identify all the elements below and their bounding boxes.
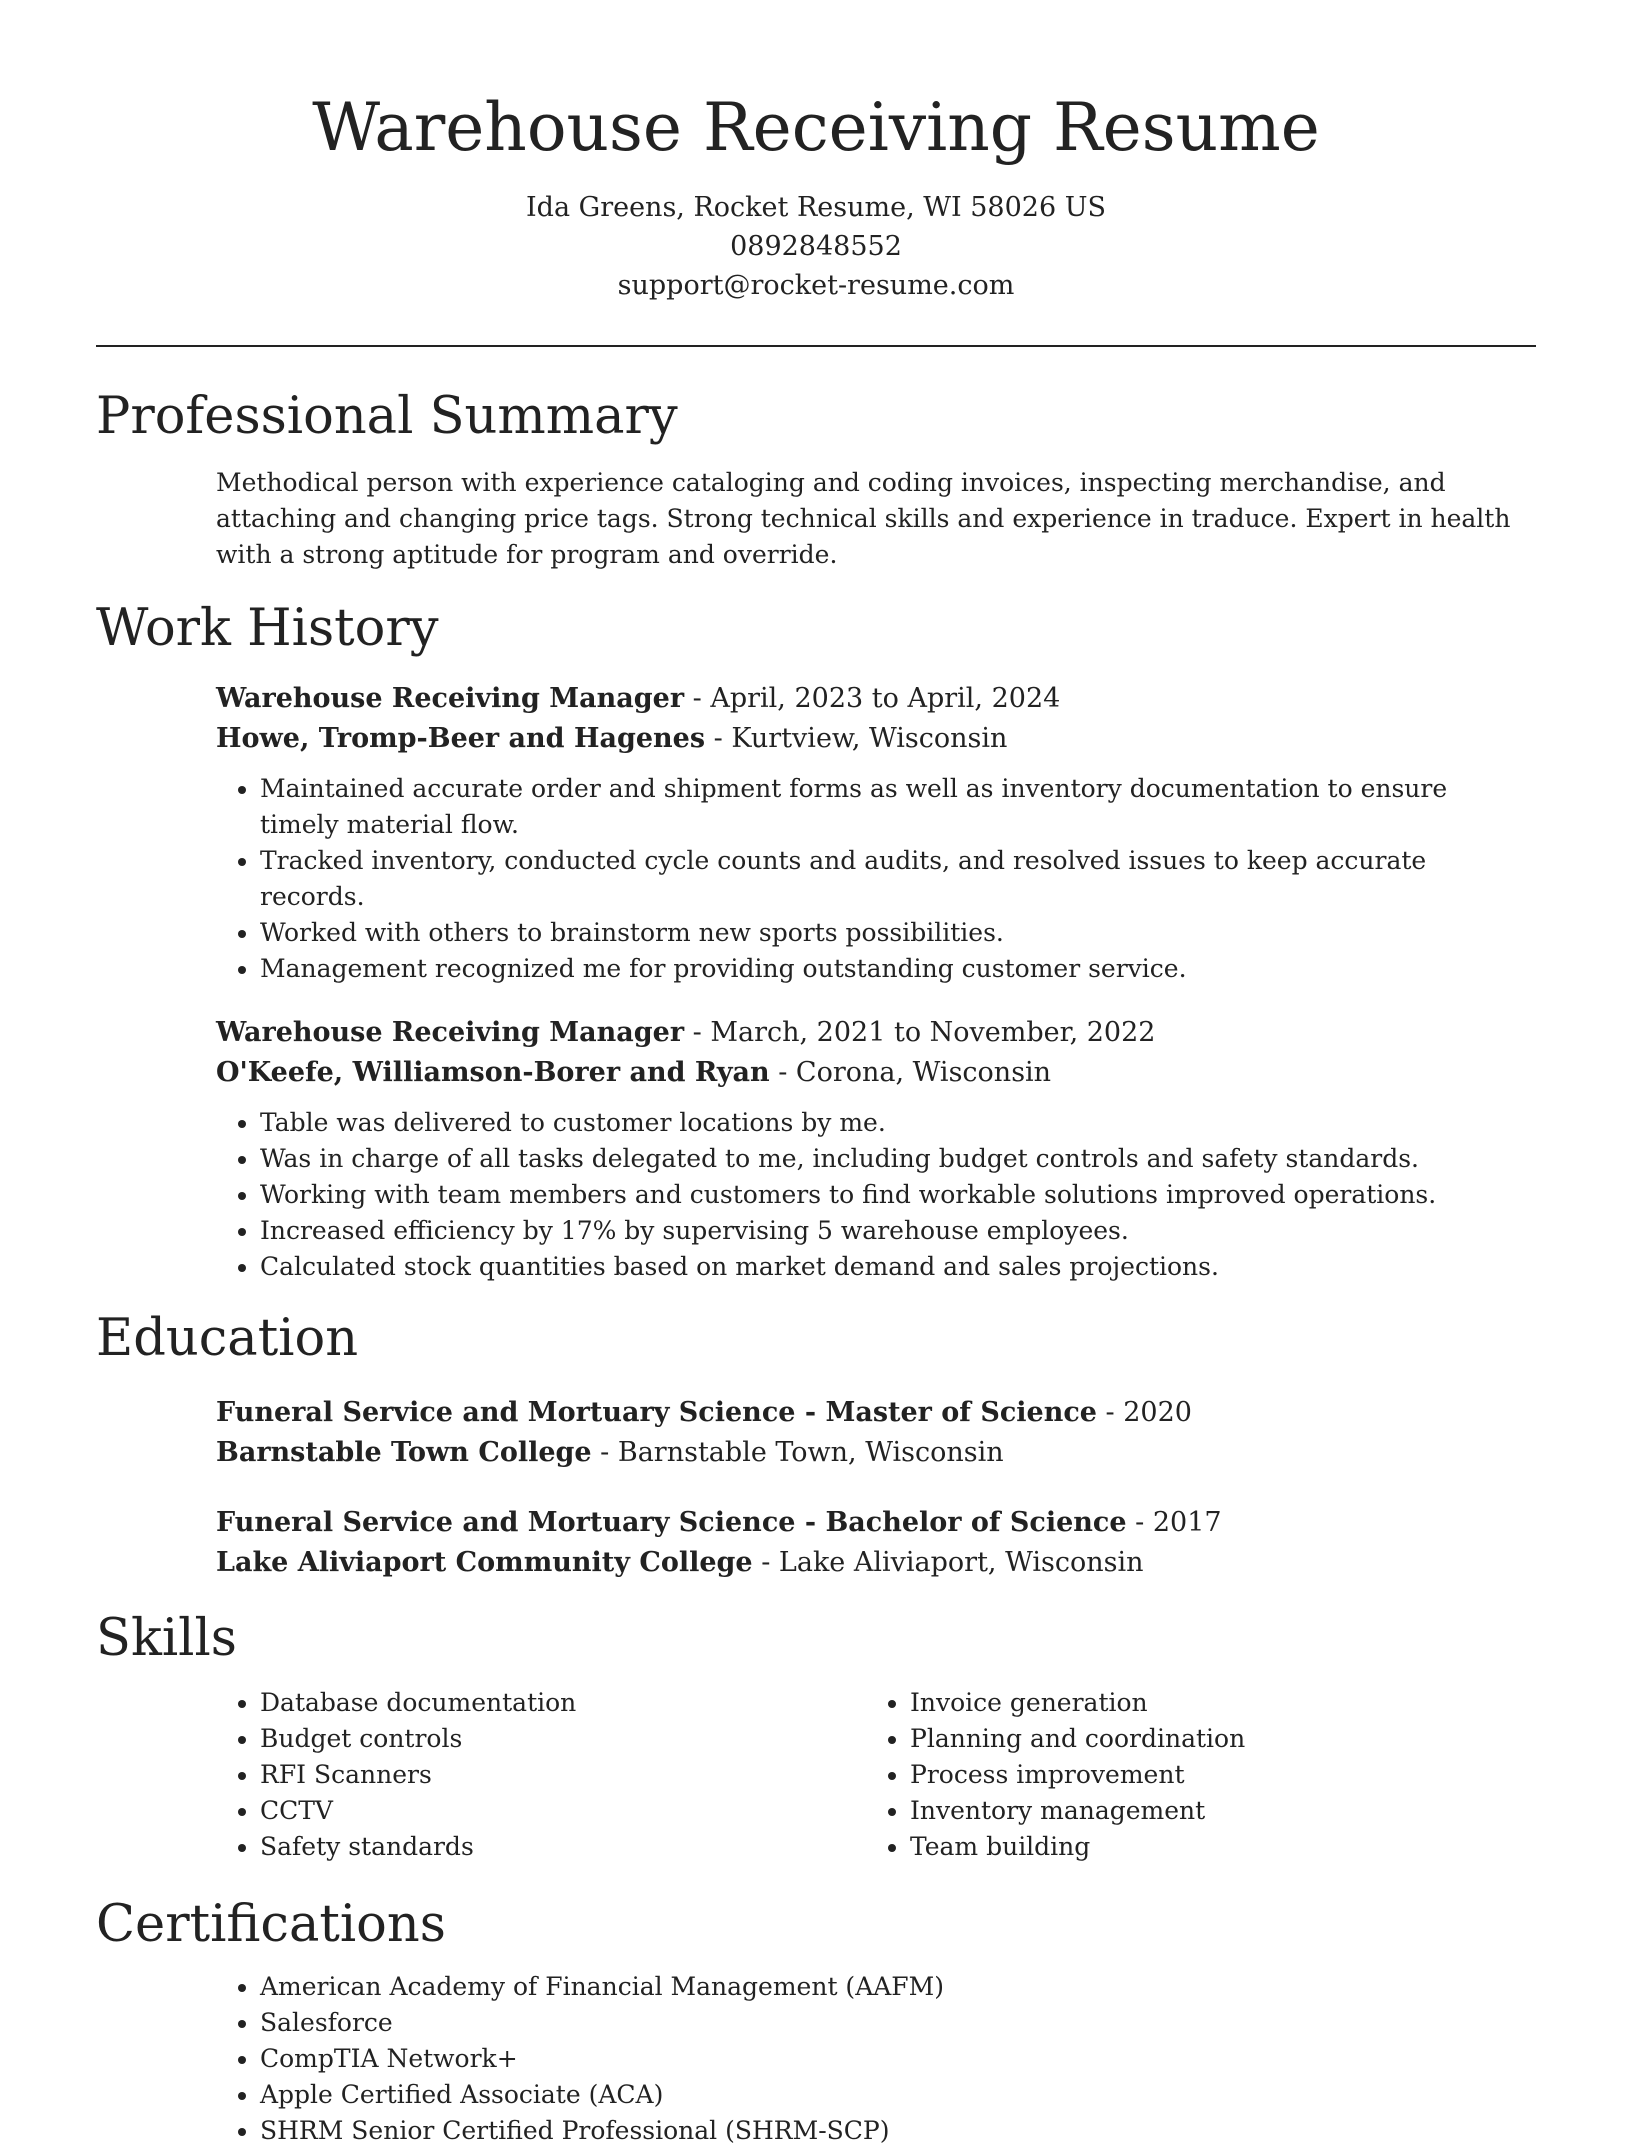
skill-item: • CCTV <box>260 1793 866 1829</box>
education-year: - 2020 <box>1096 1397 1192 1428</box>
education-location: - Barnstable Town, Wisconsin <box>591 1437 1004 1468</box>
summary-heading: Professional Summary <box>96 387 678 446</box>
skill-item: • RFI Scanners <box>260 1757 866 1793</box>
job-dates: - March, 2021 to November, 2022 <box>684 1017 1156 1048</box>
skill-item: • Process improvement <box>910 1757 1516 1793</box>
certification-item: • Salesforce <box>260 2005 1536 2041</box>
skills-list-right <box>866 1685 1516 1865</box>
job-role: Warehouse Receiving Manager <box>216 683 685 714</box>
job-bullet: • Tracked inventory, conducted cycle counts and audits, and resolved issues to keep accurate records. <box>260 843 1516 915</box>
skill-item: • Invoice generation <box>910 1685 1516 1721</box>
job-bullet: • Working with team members and customers to find workable solutions improved operations. <box>260 1177 1516 1213</box>
education-entry <box>216 1503 1536 1583</box>
skills-list-left <box>216 1685 866 1865</box>
education-school: Barnstable Town College <box>216 1437 592 1468</box>
skill-item: • Database documentation <box>260 1685 866 1721</box>
job-role: Warehouse Receiving Manager <box>216 1017 685 1048</box>
job-bullet: • Increased efficiency by 17% by supervising 5 warehouse employees. <box>260 1213 1516 1249</box>
job-title-line <box>216 1013 1536 1053</box>
job-bullet: • Management recognized me for providing outstanding customer service. <box>260 951 1516 987</box>
education-school: Lake Aliviaport Community College <box>216 1547 753 1578</box>
education-school-line <box>216 1543 1536 1583</box>
education-location: - Lake Aliviaport, Wisconsin <box>752 1547 1144 1578</box>
job-location: - Corona, Wisconsin <box>769 1057 1052 1088</box>
summary-text: Methodical person with experience cataloging and coding invoices, inspecting merchandise, and attaching and changing price tags. Strong technical skills and experience in traduce. Expert in health with a strong aptitude for program and override. <box>216 468 1511 569</box>
job-bullets <box>216 771 1516 987</box>
job-bullet: • Table was delivered to customer locations by me. <box>260 1105 1516 1141</box>
education-entry <box>216 1393 1536 1473</box>
education-degree: - Bachelor of Science <box>795 1507 1127 1538</box>
education-degree-line <box>216 1503 1536 1543</box>
education-degree-line <box>216 1393 1536 1433</box>
job-location: - Kurtview, Wisconsin <box>705 723 1008 754</box>
certification-item: • CompTIA Network+ <box>260 2041 1536 2077</box>
skill-item: • Team building <box>910 1829 1516 1865</box>
certification-item: • SHRM Senior Certified Professional (SHRM-SCP) <box>260 2113 1536 2149</box>
certification-item: • Apple Certified Associate (ACA) <box>260 2077 1536 2113</box>
skill-item: • Budget controls <box>260 1721 866 1757</box>
resume-page <box>96 0 1536 2149</box>
job-bullet: • Maintained accurate order and shipment forms as well as inventory documentation to ensure timely material flow. <box>260 771 1516 843</box>
education-year: - 2017 <box>1126 1507 1222 1538</box>
header-divider <box>96 345 1536 347</box>
skill-item: • Safety standards <box>260 1829 866 1865</box>
job-bullet: • Calculated stock quantities based on market demand and sales projections. <box>260 1249 1516 1285</box>
skill-item: • Inventory management <box>910 1793 1516 1829</box>
job-company: O'Keefe, Williamson-Borer and Ryan <box>216 1057 770 1088</box>
education-degree: - Master of Science <box>795 1397 1097 1428</box>
job-bullet: • Was in charge of all tasks delegated to me, including budget controls and safety standards. <box>260 1141 1516 1177</box>
resume-title: Warehouse Receiving Resume <box>312 89 1320 166</box>
job-company: Howe, Tromp-Beer and Hagenes <box>216 723 706 754</box>
job-entry <box>216 1013 1536 1285</box>
education-school-line <box>216 1433 1536 1473</box>
skills-heading: Skills <box>96 1609 237 1668</box>
contact-address: Ida Greens, Rocket Resume, WI 58026 US <box>526 192 1106 223</box>
certifications-heading: Certifications <box>96 1895 446 1954</box>
skill-item: • Planning and coordination <box>910 1721 1516 1757</box>
certifications-list <box>216 1969 1536 2149</box>
contact-phone: 0892848552 <box>730 231 902 262</box>
contact-email: support@rocket-resume.com <box>617 270 1015 301</box>
skills-columns <box>216 1685 1516 1865</box>
work-history-heading: Work History <box>96 599 439 658</box>
education-heading: Education <box>96 1309 359 1368</box>
job-entry <box>216 679 1536 987</box>
job-company-line <box>216 719 1536 759</box>
certification-item: • American Academy of Financial Management (AAFM) <box>260 1969 1536 2005</box>
job-bullet: • Worked with others to brainstorm new sports possibilities. <box>260 915 1516 951</box>
job-dates: - April, 2023 to April, 2024 <box>684 683 1061 714</box>
job-title-line <box>216 679 1536 719</box>
education-field: Funeral Service and Mortuary Science <box>216 1507 796 1538</box>
job-company-line <box>216 1053 1536 1093</box>
education-field: Funeral Service and Mortuary Science <box>216 1397 796 1428</box>
job-bullets <box>216 1105 1516 1285</box>
contact-block <box>96 188 1536 305</box>
